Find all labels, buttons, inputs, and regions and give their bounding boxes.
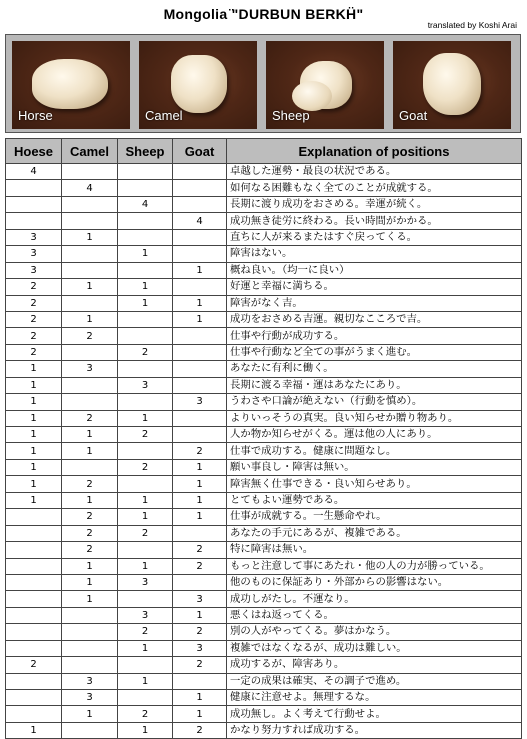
explanation-cell: 障害はない。	[227, 246, 522, 262]
table-row	[6, 558, 522, 574]
explanation-cell: 成功するが、障害あり。	[227, 657, 522, 673]
horse-count-cell: 1	[6, 492, 62, 508]
goat-count-cell	[173, 196, 227, 212]
goat-count-cell: 2	[173, 722, 227, 738]
table-row	[6, 722, 522, 738]
horse-count-cell	[6, 196, 62, 212]
goat-count-cell: 2	[173, 624, 227, 640]
table-row	[6, 574, 522, 590]
sheep-count-cell	[118, 443, 173, 459]
sheep-count-cell: 2	[118, 427, 173, 443]
camel-count-cell	[62, 213, 118, 229]
sheep-count-cell	[118, 180, 173, 196]
goat-count-cell	[173, 164, 227, 180]
horse-count-cell: 1	[6, 427, 62, 443]
table-row	[6, 443, 522, 459]
table-row	[6, 361, 522, 377]
table-row	[6, 509, 522, 525]
goat-count-cell: 3	[173, 394, 227, 410]
goat-count-cell	[173, 673, 227, 689]
explanation-cell: とてもよい運勢である。	[227, 492, 522, 508]
explanation-cell: 仕事で成功する。健康に問題なし。	[227, 443, 522, 459]
horse-count-cell	[6, 706, 62, 722]
sheep-count-cell: 1	[118, 722, 173, 738]
sheep-count-cell: 1	[118, 640, 173, 656]
sheep-count-cell	[118, 542, 173, 558]
horse-count-cell	[6, 673, 62, 689]
table-row	[6, 164, 522, 180]
sheep-count-cell: 3	[118, 607, 173, 623]
sheep-count-cell	[118, 394, 173, 410]
explanation-cell: あなたの手元にあるが、複雑である。	[227, 525, 522, 541]
goat-count-cell	[173, 574, 227, 590]
table-header-row	[6, 139, 522, 164]
explanation-cell: 長期に渡り成功をおさめる。幸運が続く。	[227, 196, 522, 212]
goat-count-cell: 1	[173, 706, 227, 722]
sheep-count-cell	[118, 311, 173, 327]
goat-count-cell: 2	[173, 443, 227, 459]
sheep-count-cell	[118, 213, 173, 229]
explanation-cell: 複雑ではなくなるが、成功は難しい。	[227, 640, 522, 656]
explanation-cell: 別の人がやってくる。夢はかなう。	[227, 624, 522, 640]
camel-count-cell: 1	[62, 443, 118, 459]
sheep-count-cell: 2	[118, 459, 173, 475]
goat-count-cell: 2	[173, 558, 227, 574]
explanation-cell: 概ね良い。（均一に良い）	[227, 262, 522, 278]
horse-count-cell: 1	[6, 443, 62, 459]
horse-count-cell: 2	[6, 328, 62, 344]
horse-count-cell: 3	[6, 229, 62, 245]
goat-count-cell: 1	[173, 690, 227, 706]
table-row	[6, 262, 522, 278]
table-row	[6, 607, 522, 623]
knucklebone-photo-strip	[5, 34, 521, 133]
sheep-count-cell	[118, 262, 173, 278]
camel-count-cell: 1	[62, 591, 118, 607]
camel-count-cell: 3	[62, 690, 118, 706]
explanation-cell: 成功をおさめる吉運。親切なこころで吉。	[227, 311, 522, 327]
horse-count-cell: 1	[6, 722, 62, 738]
explanation-cell: あなたに有利に働く。	[227, 361, 522, 377]
goat-count-cell	[173, 525, 227, 541]
explanation-cell: 仕事が成就する。一生懸命やれ。	[227, 509, 522, 525]
explanation-cell: 他のものに保証あり・外部からの影響はない。	[227, 574, 522, 590]
explanation-cell: 特に障害は無い。	[227, 542, 522, 558]
table-row	[6, 344, 522, 360]
goat-count-cell	[173, 361, 227, 377]
goat-count-cell: 2	[173, 657, 227, 673]
sheep-count-cell	[118, 164, 173, 180]
goat-count-cell: 1	[173, 311, 227, 327]
sheep-count-cell: 3	[118, 377, 173, 393]
explanation-cell: 仕事や行動など全ての事がうまく進む。	[227, 344, 522, 360]
goat-count-cell: 2	[173, 542, 227, 558]
horse-photo	[12, 41, 130, 129]
horse-count-cell	[6, 574, 62, 590]
sheep-count-cell	[118, 328, 173, 344]
camel-count-cell: 2	[62, 509, 118, 525]
explanation-cell: 成功無し。よく考えて行動せよ。	[227, 706, 522, 722]
goat-count-cell	[173, 246, 227, 262]
horse-count-cell	[6, 690, 62, 706]
goat-count-cell: 1	[173, 476, 227, 492]
translator-credit: translated by Koshi Arai	[427, 20, 517, 30]
horse-count-cell	[6, 509, 62, 525]
explanation-cell: 一定の成果は確実、その調子で進め。	[227, 673, 522, 689]
camel-count-cell: 4	[62, 180, 118, 196]
camel-count-cell: 1	[62, 492, 118, 508]
explanation-cell: よりいっそうの真実。良い知らせか贈り物あり。	[227, 410, 522, 426]
horse-count-cell: 1	[6, 361, 62, 377]
goat-count-cell: 1	[173, 262, 227, 278]
sheep-count-cell: 4	[118, 196, 173, 212]
explanation-cell: 願い事良し・障害は無い。	[227, 459, 522, 475]
goat-count-cell: 1	[173, 459, 227, 475]
camel-count-cell	[62, 295, 118, 311]
header-goat: Goat	[173, 139, 227, 164]
sheep-count-cell: 1	[118, 295, 173, 311]
camel-count-cell: 2	[62, 542, 118, 558]
table-row	[6, 394, 522, 410]
camel-count-cell: 2	[62, 410, 118, 426]
goat-photo-label: Goat	[399, 108, 428, 123]
goat-count-cell: 3	[173, 640, 227, 656]
goat-count-cell	[173, 229, 227, 245]
camel-count-cell: 1	[62, 229, 118, 245]
sheep-count-cell	[118, 229, 173, 245]
goat-count-cell	[173, 410, 227, 426]
camel-count-cell	[62, 196, 118, 212]
explanation-cell: 直ちに人が来るまたはすぐ戻ってくる。	[227, 229, 522, 245]
horse-count-cell	[6, 640, 62, 656]
camel-photo-label: Camel	[145, 108, 183, 123]
goat-count-cell	[173, 427, 227, 443]
sheep-count-cell: 1	[118, 279, 173, 295]
horse-count-cell: 4	[6, 164, 62, 180]
goat-count-cell	[173, 279, 227, 295]
horse-count-cell: 1	[6, 377, 62, 393]
table-row	[6, 459, 522, 475]
camel-count-cell: 2	[62, 476, 118, 492]
sheep-count-cell: 1	[118, 509, 173, 525]
explanation-cell: 好運と幸福に満ちる。	[227, 279, 522, 295]
header-sheep: Sheep	[118, 139, 173, 164]
table-row	[6, 311, 522, 327]
sheep-count-cell: 1	[118, 246, 173, 262]
explanation-cell: 成功無き徒労に終わる。長い時間がかかる。	[227, 213, 522, 229]
camel-count-cell: 3	[62, 361, 118, 377]
header-camel: Camel	[62, 139, 118, 164]
sheep-count-cell	[118, 657, 173, 673]
positions-table	[5, 138, 522, 739]
camel-count-cell: 1	[62, 279, 118, 295]
goat-count-cell: 1	[173, 295, 227, 311]
horse-count-cell: 2	[6, 295, 62, 311]
camel-count-cell	[62, 344, 118, 360]
sheep-count-cell	[118, 361, 173, 377]
table-row	[6, 591, 522, 607]
sheep-photo-label: Sheep	[272, 108, 310, 123]
sheep-count-cell: 1	[118, 410, 173, 426]
camel-count-cell: 1	[62, 311, 118, 327]
sheep-photo	[266, 41, 384, 129]
explanation-cell: もっと注意して事にあたれ・他の人の力が勝っている。	[227, 558, 522, 574]
horse-count-cell: 2	[6, 279, 62, 295]
table-row	[6, 377, 522, 393]
header-explanation: Explanation of positions	[227, 139, 522, 164]
horse-count-cell: 1	[6, 394, 62, 410]
goat-count-cell: 4	[173, 213, 227, 229]
horse-count-cell	[6, 542, 62, 558]
sheep-count-cell: 2	[118, 624, 173, 640]
camel-count-cell	[62, 262, 118, 278]
sheep-count-cell: 1	[118, 558, 173, 574]
sheep-count-cell	[118, 591, 173, 607]
explanation-cell: うわさや口論が絶えない（行動を慎め）。	[227, 394, 522, 410]
table-row	[6, 690, 522, 706]
goat-count-cell: 1	[173, 492, 227, 508]
table-row	[6, 492, 522, 508]
horse-count-cell	[6, 591, 62, 607]
sheep-count-cell: 3	[118, 574, 173, 590]
sheep-count-cell: 1	[118, 673, 173, 689]
explanation-cell: 障害がなく吉。	[227, 295, 522, 311]
camel-count-cell: 1	[62, 574, 118, 590]
table-row	[6, 525, 522, 541]
table-row	[6, 640, 522, 656]
camel-count-cell	[62, 722, 118, 738]
goat-count-cell	[173, 180, 227, 196]
sheep-count-cell: 2	[118, 706, 173, 722]
sheep-count-cell	[118, 690, 173, 706]
table-row	[6, 328, 522, 344]
table-row	[6, 180, 522, 196]
table-row	[6, 213, 522, 229]
camel-count-cell: 2	[62, 328, 118, 344]
horse-count-cell: 1	[6, 459, 62, 475]
table-row	[6, 476, 522, 492]
sheep-count-cell: 2	[118, 525, 173, 541]
page-title: Mongolia ̈"DURBUN BERKḦ"	[163, 6, 364, 22]
horse-count-cell: 3	[6, 246, 62, 262]
header-horse: Hoese	[6, 139, 62, 164]
goat-count-cell	[173, 377, 227, 393]
horse-count-cell: 3	[6, 262, 62, 278]
camel-count-cell	[62, 377, 118, 393]
camel-count-cell	[62, 657, 118, 673]
explanation-cell: 障害無く仕事できる・良い知らせあり。	[227, 476, 522, 492]
camel-count-cell	[62, 394, 118, 410]
camel-count-cell	[62, 640, 118, 656]
table-row	[6, 427, 522, 443]
camel-count-cell	[62, 624, 118, 640]
camel-count-cell: 1	[62, 706, 118, 722]
goat-count-cell: 1	[173, 509, 227, 525]
explanation-cell: 仕事や行動が成功する。	[227, 328, 522, 344]
goat-count-cell	[173, 328, 227, 344]
goat-count-cell: 3	[173, 591, 227, 607]
horse-count-cell	[6, 624, 62, 640]
table-row	[6, 657, 522, 673]
explanation-cell: 悪くはね返ってくる。	[227, 607, 522, 623]
explanation-cell: 人か物か知らせがくる。運は他の人にあり。	[227, 427, 522, 443]
table-row	[6, 196, 522, 212]
horse-count-cell	[6, 180, 62, 196]
explanation-cell: 成功しがたし。不運なり。	[227, 591, 522, 607]
goat-photo	[393, 41, 511, 129]
goat-count-cell: 1	[173, 607, 227, 623]
table-row	[6, 542, 522, 558]
camel-count-cell: 1	[62, 558, 118, 574]
table-row	[6, 229, 522, 245]
table-row	[6, 295, 522, 311]
sheep-count-cell	[118, 476, 173, 492]
camel-count-cell	[62, 607, 118, 623]
explanation-cell: 健康に注意せよ。無理するな。	[227, 690, 522, 706]
camel-count-cell: 2	[62, 525, 118, 541]
horse-count-cell: 2	[6, 344, 62, 360]
table-body	[6, 164, 522, 739]
sheep-count-cell: 1	[118, 492, 173, 508]
goat-count-cell	[173, 344, 227, 360]
camel-count-cell	[62, 459, 118, 475]
table-row	[6, 410, 522, 426]
sheep-count-cell: 2	[118, 344, 173, 360]
camel-count-cell: 3	[62, 673, 118, 689]
camel-photo	[139, 41, 257, 129]
explanation-cell: かなり努力すれば成功する。	[227, 722, 522, 738]
horse-count-cell	[6, 213, 62, 229]
table-row	[6, 706, 522, 722]
horse-count-cell: 2	[6, 311, 62, 327]
horse-count-cell	[6, 558, 62, 574]
horse-count-cell: 1	[6, 476, 62, 492]
explanation-cell: 如何なる困難もなく全てのことが成就する。	[227, 180, 522, 196]
explanation-cell: 長期に渡る幸福・運はあなたにあり。	[227, 377, 522, 393]
explanation-cell: 卓越した運勢・最良の状況である。	[227, 164, 522, 180]
horse-count-cell: 1	[6, 410, 62, 426]
camel-count-cell	[62, 164, 118, 180]
horse-photo-label: Horse	[18, 108, 53, 123]
horse-count-cell: 2	[6, 657, 62, 673]
table-row	[6, 673, 522, 689]
camel-count-cell	[62, 246, 118, 262]
horse-count-cell	[6, 607, 62, 623]
horse-count-cell	[6, 525, 62, 541]
table-row	[6, 279, 522, 295]
table-row	[6, 624, 522, 640]
table-row	[6, 246, 522, 262]
camel-count-cell: 1	[62, 427, 118, 443]
